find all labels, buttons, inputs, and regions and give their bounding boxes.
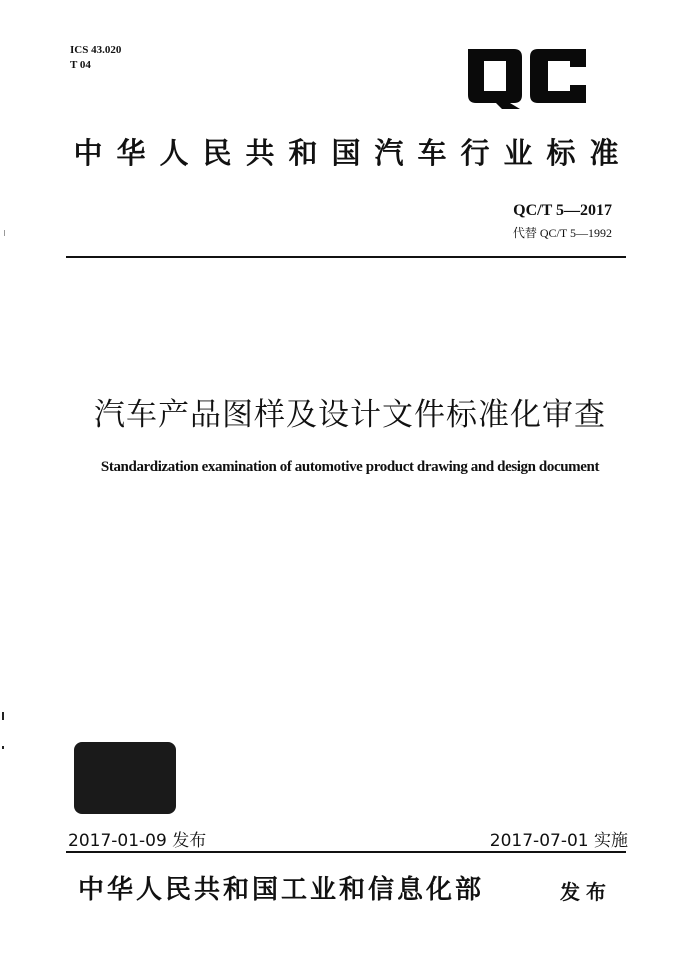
document-title-english: Standardization examination of automotive product drawing and design document xyxy=(100,459,600,475)
top-divider xyxy=(66,256,626,258)
scan-speck xyxy=(2,746,4,749)
scan-speck xyxy=(4,230,5,236)
issue-label: 发布 xyxy=(560,880,612,904)
scan-speck xyxy=(2,712,4,720)
document-title-chinese: 汽车产品图样及设计文件标准化审查 xyxy=(94,397,606,433)
issuing-authority: 中华人民共和国工业和信息化部 xyxy=(78,875,485,905)
ics-code: ICS 43.020 xyxy=(70,44,122,56)
standard-number: QC/T 5—2017 xyxy=(513,202,612,219)
classification-code: T 04 xyxy=(70,59,91,71)
issue-date: 2017-01-09 发布 xyxy=(68,831,207,851)
qc-logo xyxy=(466,47,588,109)
series-title: 中华人民共和国汽车行业标准 xyxy=(73,136,633,170)
implementation-date: 2017-07-01 实施 xyxy=(489,831,628,851)
bottom-divider xyxy=(66,851,626,853)
redaction-stamp xyxy=(74,742,176,814)
replaces-standard: 代替 QC/T 5—1992 xyxy=(512,226,612,240)
